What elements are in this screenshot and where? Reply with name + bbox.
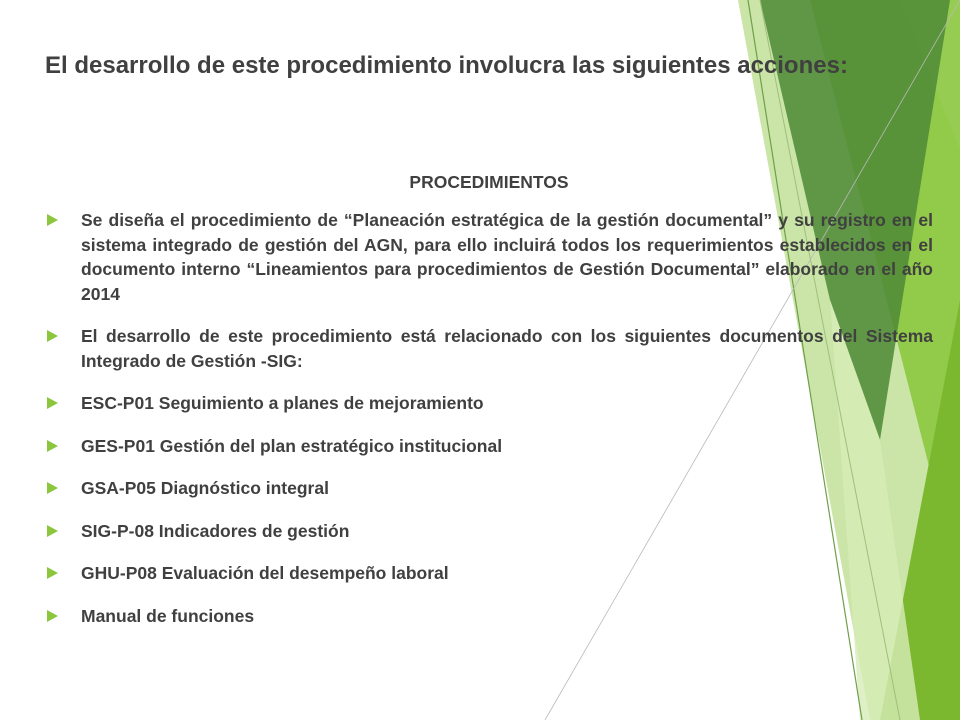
list-item — [45, 476, 933, 501]
list-item-text: SIG-P-08 Indicadores de gestión — [81, 520, 350, 541]
right-triangle-icon — [47, 482, 58, 494]
right-triangle-icon — [47, 214, 58, 226]
right-triangle-icon — [47, 525, 58, 537]
right-triangle-icon — [47, 440, 58, 452]
right-triangle-icon — [47, 397, 58, 409]
right-triangle-icon — [47, 610, 58, 622]
right-triangle-icon — [47, 330, 58, 342]
list-item-text: Manual de funciones — [81, 605, 255, 626]
list-item — [45, 434, 933, 459]
list-item-text: GSA-P05 Diagnóstico integral — [81, 478, 329, 498]
list-item — [45, 391, 933, 416]
bullet-list — [45, 208, 933, 646]
right-triangle-icon — [47, 567, 58, 579]
list-item-text: ESC-P01 Seguimiento a planes de mejoramiento — [81, 393, 484, 413]
list-item-text: El desarrollo de este procedimiento está relacionado con los siguientes documentos del Sistema Integrado de Gestión -SIG: — [81, 326, 933, 371]
list-item-text: GHU-P08 Evaluación del desempeño laboral — [81, 563, 449, 583]
list-item — [45, 604, 933, 629]
list-item — [45, 208, 933, 306]
list-item — [45, 519, 933, 544]
list-item — [45, 561, 933, 586]
slide-title: El desarrollo de este procedimiento involucra las siguientes acciones: — [45, 52, 848, 79]
section-heading: PROCEDIMIENTOS — [409, 172, 569, 192]
list-item-text: GES-P01 Gestión del plan estratégico institucional — [81, 435, 503, 456]
list-item-text: Se diseña el procedimiento de “Planeación estratégica de la gestión documental” y su registro en el sistema integrado de gestión del AGN, para ello incluirá todos los requerimientos establecidos en el documento interno “Lineamientos para procedimientos de Gestión Documental” elaborado en el año 2014 — [81, 210, 933, 304]
list-item — [45, 324, 933, 373]
